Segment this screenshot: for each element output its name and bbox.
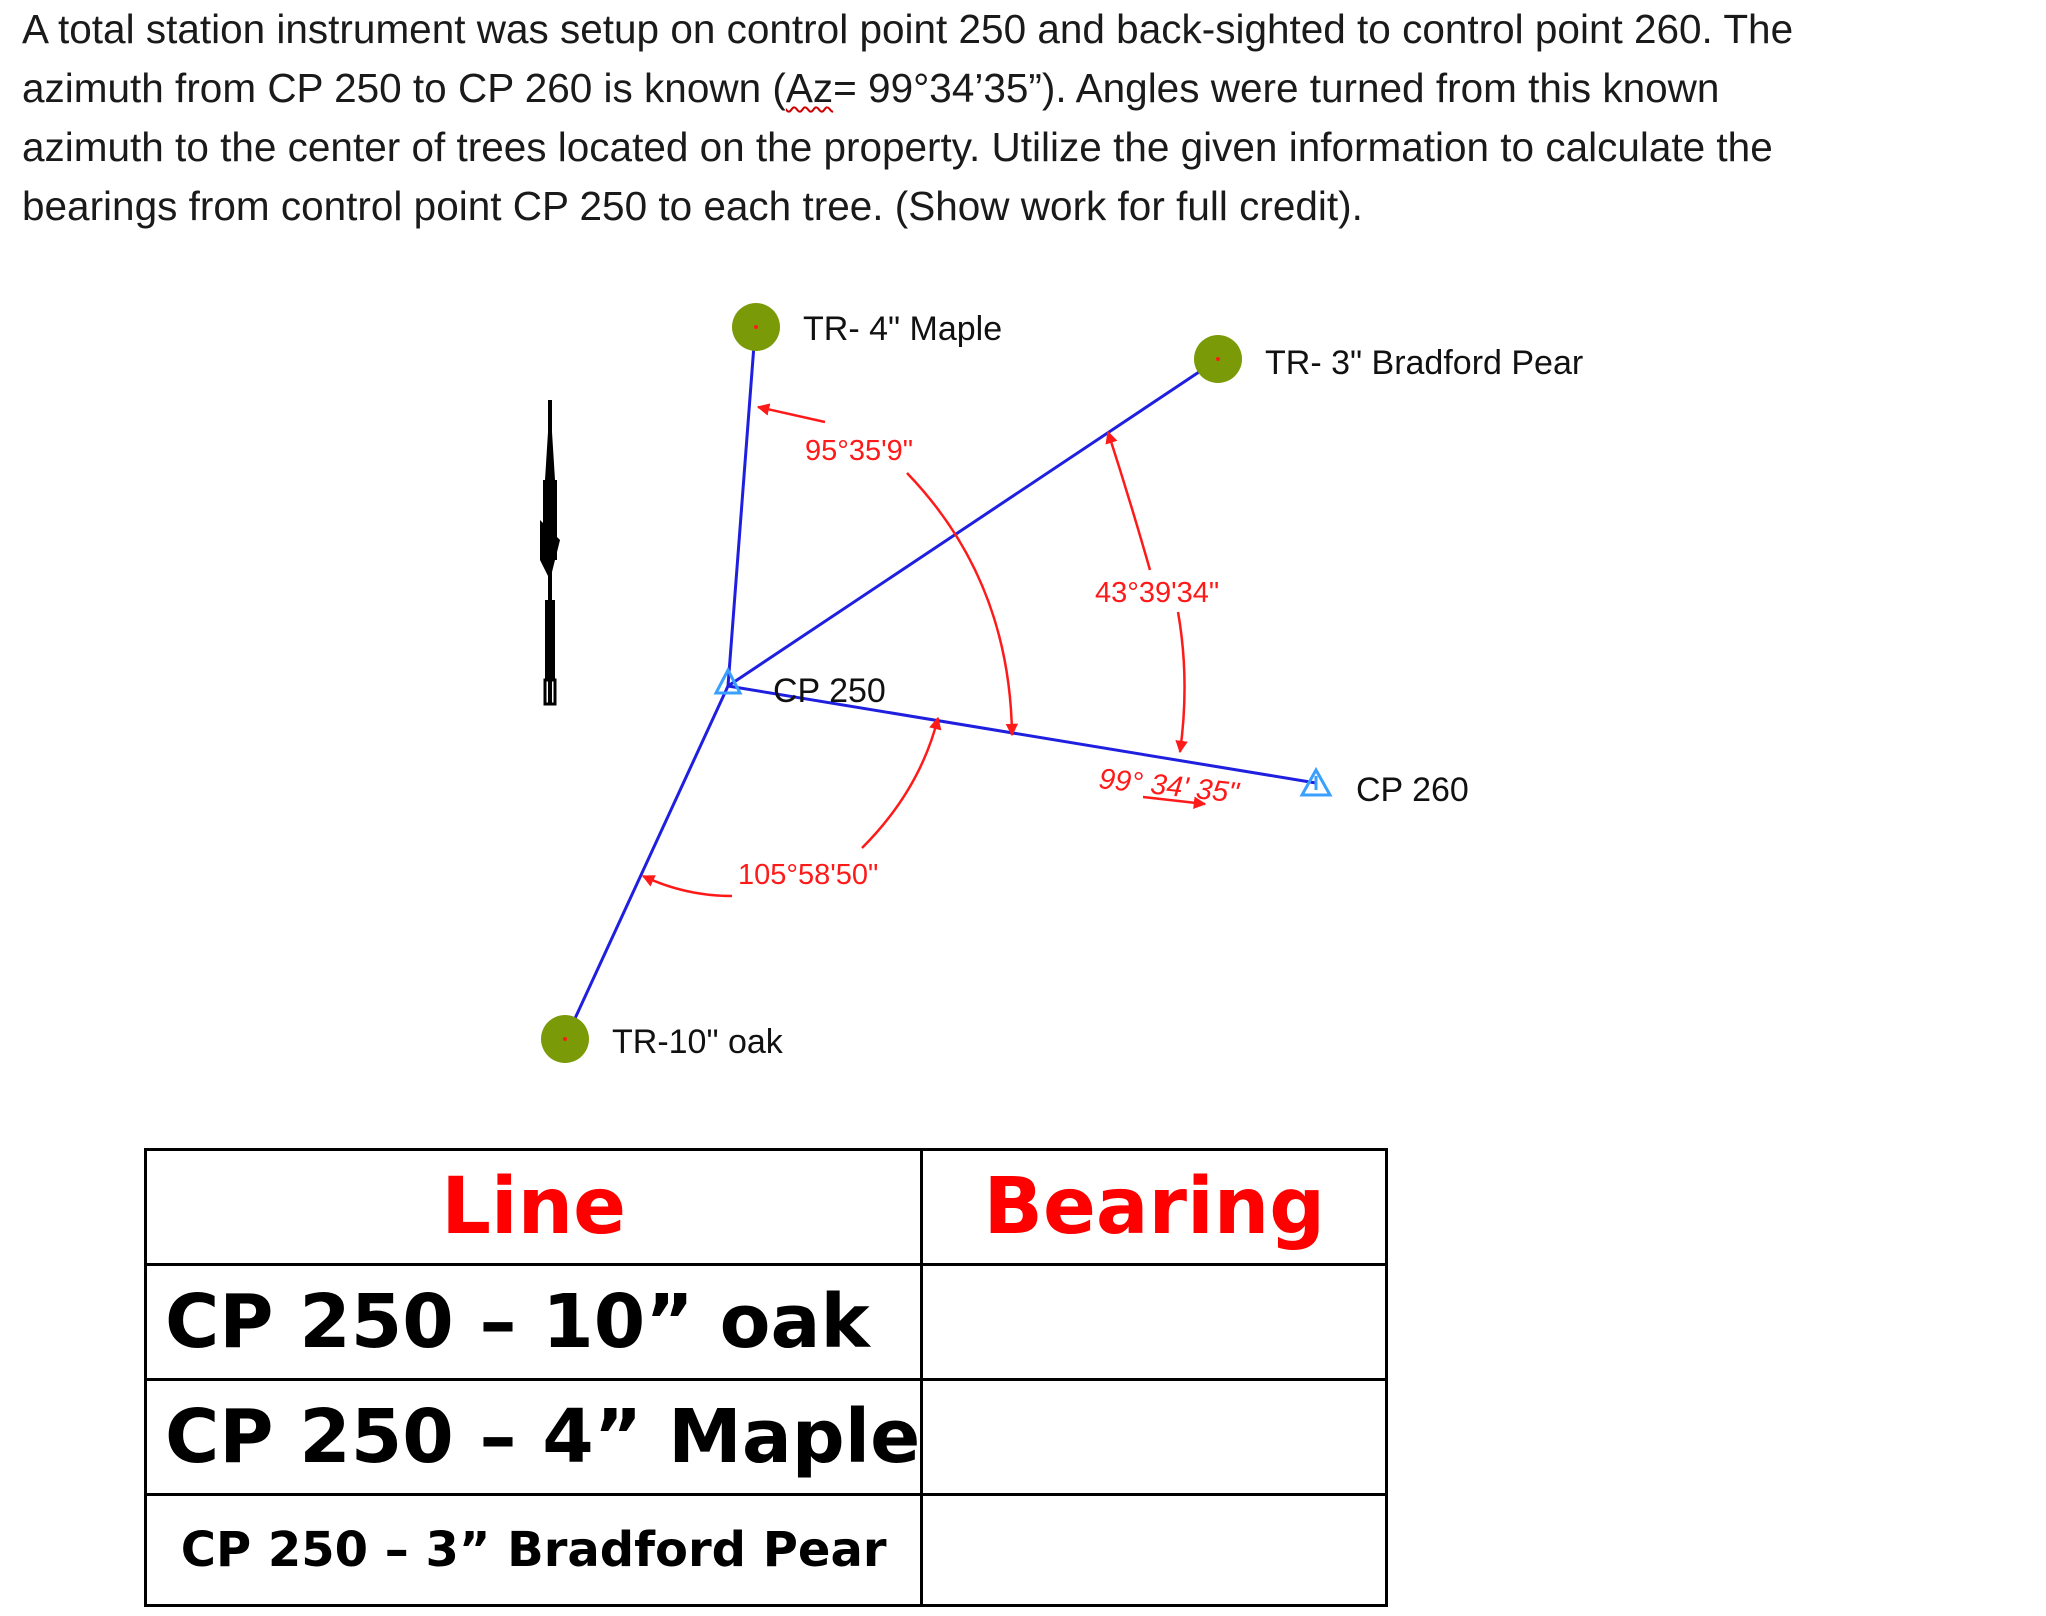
arc-oak-upper [862, 718, 938, 848]
label-pear: TR- 3" Bradford Pear [1265, 344, 1584, 382]
problem-line-3: azimuth to the center of trees located on the property. Utilize the given information to calculate the [22, 124, 1773, 170]
line-cell-maple: CP 250 – 4” Maple [146, 1380, 922, 1495]
angle-arcs [643, 407, 1205, 896]
label-maple: TR- 4" Maple [803, 310, 1003, 348]
tree-oak-icon [541, 1015, 589, 1063]
problem-line-4: bearings from control point CP 250 to each tree. (Show work for full credit). [22, 183, 1363, 229]
line-cp250-oak [566, 686, 728, 1038]
problem-line-2-end: = 99°34’35”). Angles were turned from this known [833, 65, 1720, 111]
arc-pear-lower [1178, 612, 1185, 752]
label-cp250: CP 250 [773, 672, 886, 710]
arc-maple [758, 407, 825, 422]
label-cp260: CP 260 [1356, 771, 1469, 809]
arc-pear-upper [1108, 432, 1150, 570]
table-row [146, 1495, 1387, 1606]
table-header-row [146, 1150, 1387, 1265]
north-arrow-icon [540, 400, 560, 705]
angle-label-pear: 43°39'34" [1095, 577, 1220, 609]
line-cp250-pear [728, 360, 1220, 686]
angle-label-oak: 105°58'50" [738, 859, 879, 891]
survey-lines [566, 345, 1316, 1038]
arc-maple-long [907, 473, 1012, 735]
problem-line-1: A total station instrument was setup on control point 250 and back-sighted to control point 260. The [22, 6, 1794, 52]
header-line: Line [146, 1150, 922, 1265]
label-oak: TR-10" oak [612, 1023, 783, 1061]
table-row [146, 1265, 1387, 1380]
header-bearing: Bearing [922, 1150, 1387, 1265]
table-row [146, 1380, 1387, 1495]
bearing-cell-maple[interactable] [922, 1380, 1387, 1495]
arc-oak-lower [643, 876, 732, 896]
angle-label-maple: 95°35'9" [805, 435, 914, 467]
line-cell-pear: CP 250 – 3” Bradford Pear [146, 1495, 922, 1606]
tree-pear-icon [1194, 335, 1242, 383]
azimuth-abbrev: Az [785, 65, 834, 111]
line-cell-oak: CP 250 – 10” oak [146, 1265, 922, 1380]
bearing-cell-pear[interactable] [922, 1495, 1387, 1606]
angle-label-azimuth: 99° 34' 35" [1097, 763, 1241, 810]
problem-line-2-start: azimuth from CP 250 to CP 260 is known ( [22, 65, 786, 111]
tree-maple-icon [732, 303, 780, 351]
bearing-table [144, 1148, 1388, 1607]
bearing-cell-oak[interactable] [922, 1265, 1387, 1380]
line-cp250-maple [728, 345, 754, 686]
